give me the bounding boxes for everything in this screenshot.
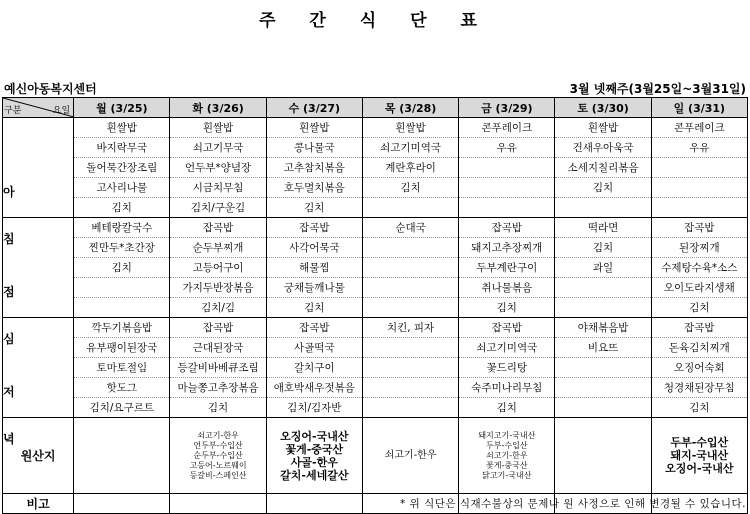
origin-cell [555,418,651,494]
menu-item [555,278,651,298]
organization-name: 예신아동복지센터 [4,82,97,96]
meal-row [3,258,748,278]
menu-item: 김치/요구르트 [74,398,170,418]
menu-item [74,278,170,298]
menu-item [555,378,651,398]
menu-item [555,398,651,418]
menu-item: 야채볶음밥 [555,318,651,338]
menu-item: 잡곡밥 [170,318,266,338]
origin-line: 쇠고기-한우 [384,449,437,461]
meal-label: 저 녁 [3,318,74,418]
origin-line: 꽃게-중국산 [486,460,528,470]
menu-item: 핫도그 [74,378,170,398]
origin-cell [170,418,266,494]
origin-cell [362,418,458,494]
menu-item: 콘푸레이크 [459,118,555,138]
menu-item: 고사리나물 [74,178,170,198]
menu-item: 김치 [74,258,170,278]
menu-item: 김치 [651,298,747,318]
menu-item: 수제탕수육*소스 [651,258,747,278]
menu-item: 잡곡밥 [459,318,555,338]
origin-line: 순두부-수입산 [193,450,243,460]
menu-item: 치킨, 피자 [362,318,458,338]
menu-item [74,298,170,318]
menu-item: 숙주미나리무침 [459,378,555,398]
menu-item: 김치/구운김 [170,198,266,218]
origin-line: 닭고기-국내산 [482,470,532,480]
menu-item [651,178,747,198]
menu-item [362,358,458,378]
menu-item: 순대국 [362,218,458,238]
menu-item [362,258,458,278]
menu-item [555,298,651,318]
menu-item: 쇠고기미역국 [459,338,555,358]
menu-item: 두부계란구이 [459,258,555,278]
menu-item: 잡곡밥 [266,318,362,338]
menu-item: 김치 [459,398,555,418]
menu-item: 떡라면 [555,218,651,238]
menu-item: 유부팽이된장국 [74,338,170,358]
menu-item: 돼지고추장찌개 [459,238,555,258]
menu-item: 건새우아욱국 [555,138,651,158]
menu-item: 고추참치볶음 [266,158,362,178]
menu-item [362,238,458,258]
menu-item: 과일 [555,258,651,278]
menu-item: 취나물볶음 [459,278,555,298]
menu-item: 갈치구이 [266,358,362,378]
meal-label-top: 저 [3,384,15,399]
origin-line: 언두부-수입산 [193,440,243,450]
origin-line: 돼지-국내산 [670,449,729,462]
header-row [3,98,748,118]
origin-line: 돼지고기-국내산 [478,430,536,440]
meal-row [3,118,748,138]
meal-row [3,158,748,178]
menu-item: 잡곡밥 [459,218,555,238]
menu-item: 우유 [459,138,555,158]
day-header: 목 (3/28) [362,98,458,118]
menu-item: 쇠고기미역국 [362,138,458,158]
meal-row [3,358,748,378]
corner-right-label: 요일 [52,106,71,116]
origin-line: 쇠고기-한우 [197,430,239,440]
menu-item: 콩나물국 [266,138,362,158]
origin-line: 두부-수입산 [670,436,729,449]
meal-row [3,238,748,258]
menu-item: 흰쌀밥 [170,118,266,138]
menu-item: 잡곡밥 [266,218,362,238]
day-header: 토 (3/30) [555,98,651,118]
menu-item [362,278,458,298]
menu-item: 김치 [170,398,266,418]
meal-row [3,318,748,338]
menu-item [459,178,555,198]
origin-line: 등갈비-스페인산 [189,470,247,480]
menu-item: 김치/김자반 [266,398,362,418]
menu-item: 호두멸치볶음 [266,178,362,198]
meal-row [3,198,748,218]
origin-line: 꽃게-중국산 [285,442,344,456]
menu-item: 애호박새우젓볶음 [266,378,362,398]
menu-item: 언두부*양념장 [170,158,266,178]
menu-item: 흰쌀밥 [362,118,458,138]
footnote: * 위 식단은 식재수불상의 문제나 원 사정으로 인해 변경될 수 있습니다. [400,498,746,510]
origin-row [3,418,748,494]
menu-item: 베테랑칼국수 [74,218,170,238]
menu-item: 등갈비바베큐조림 [170,358,266,378]
menu-item [555,198,651,218]
menu-item: 소세지칠리볶음 [555,158,651,178]
menu-item: 오이도라지생채 [651,278,747,298]
meal-label: 점 심 [3,218,74,318]
menu-item: 청경채된장무침 [651,378,747,398]
menu-item: 흰쌀밥 [555,118,651,138]
origin-cell [651,418,747,494]
meal-row [3,278,748,298]
note-cell [74,494,170,514]
menu-item: 흰쌀밥 [266,118,362,138]
menu-item: 잡곡밥 [651,218,747,238]
menu-item: 김치 [459,298,555,318]
menu-item: 김치 [266,298,362,318]
menu-item: 꽃드리탕 [459,358,555,378]
menu-item: 쇠고기무국 [170,138,266,158]
meal-row [3,298,748,318]
menu-item: 시금치무침 [170,178,266,198]
meal-row [3,138,748,158]
meal-label-top: 아 [3,184,15,199]
origin-cell [266,418,362,494]
day-header: 일 (3/31) [651,98,747,118]
day-header: 금 (3/29) [459,98,555,118]
menu-item: 바지락무국 [74,138,170,158]
menu-item: 김치 [555,178,651,198]
menu-item: 김치 [74,198,170,218]
menu-item: 토마토절임 [74,358,170,378]
menu-item [362,398,458,418]
menu-item [651,198,747,218]
week-range: 3월 넷째주(3월25일~3월31일) [569,82,746,96]
menu-item: 궁채들깨나물 [266,278,362,298]
menu-item: 된장찌개 [651,238,747,258]
menu-item [362,338,458,358]
origin-line: 사골-한우 [290,455,338,469]
meal-row [3,378,748,398]
menu-item: 오징어숙회 [651,358,747,378]
corner-left-label: 구분 [4,106,22,116]
menu-item: 김치 [266,198,362,218]
meal-row [3,218,748,238]
menu-item: 김치 [362,178,458,198]
page-title: 주 간 식 단 표 [259,11,491,31]
menu-item: 돈육김치찌개 [651,338,747,358]
menu-item: 비요뜨 [555,338,651,358]
menu-item [362,198,458,218]
meal-label: 아 침 [3,118,74,218]
menu-item: 순두부찌개 [170,238,266,258]
day-header: 수 (3/27) [266,98,362,118]
corner-header [3,98,74,118]
origin-line: 쇠고기-한우 [486,450,528,460]
meal-label-top: 점 [3,284,15,299]
menu-item: 잡곡밥 [651,318,747,338]
menu-item: 김치/김 [170,298,266,318]
origin-line: 갈치-세네갈산 [280,468,349,482]
menu-item [555,358,651,378]
menu-item: 가지두반장볶음 [170,278,266,298]
menu-item: 흰쌀밥 [74,118,170,138]
weekly-menu-table [2,97,748,514]
origin-line: 오징어-국내산 [665,462,734,475]
menu-item [651,158,747,178]
note-cell [266,494,362,514]
meal-row [3,398,748,418]
menu-item: 해물찜 [266,258,362,278]
menu-item: 김치 [555,238,651,258]
meal-row [3,338,748,358]
menu-item [362,378,458,398]
origin-line: 고등어-노르웨이 [189,460,247,470]
menu-item: 고등어구이 [170,258,266,278]
menu-item: 김치 [651,398,747,418]
menu-item: 근대된장국 [170,338,266,358]
note-label: 비고 [3,494,74,514]
day-header: 화 (3/26) [170,98,266,118]
menu-item [362,298,458,318]
menu-item: 찐만두*초간장 [74,238,170,258]
menu-item: 계란후라이 [362,158,458,178]
day-header: 월 (3/25) [74,98,170,118]
menu-item [459,198,555,218]
menu-item: 깍두기볶음밥 [74,318,170,338]
menu-item: 사골떡국 [266,338,362,358]
menu-item: 우유 [651,138,747,158]
menu-item: 돌어묵간장조림 [74,158,170,178]
meal-row [3,178,748,198]
menu-item: 콘푸레이크 [651,118,747,138]
menu-item [459,158,555,178]
note-cell [170,494,266,514]
origin-line: 두부-수입산 [486,440,528,450]
origin-cell [74,418,170,494]
origin-cell [459,418,555,494]
menu-item: 사각어묵국 [266,238,362,258]
origin-line: 오징어-국내산 [280,429,349,443]
menu-item: 잡곡밥 [170,218,266,238]
origin-label: 원산지 [3,418,74,494]
menu-item: 마늘쫑고추장볶음 [170,378,266,398]
